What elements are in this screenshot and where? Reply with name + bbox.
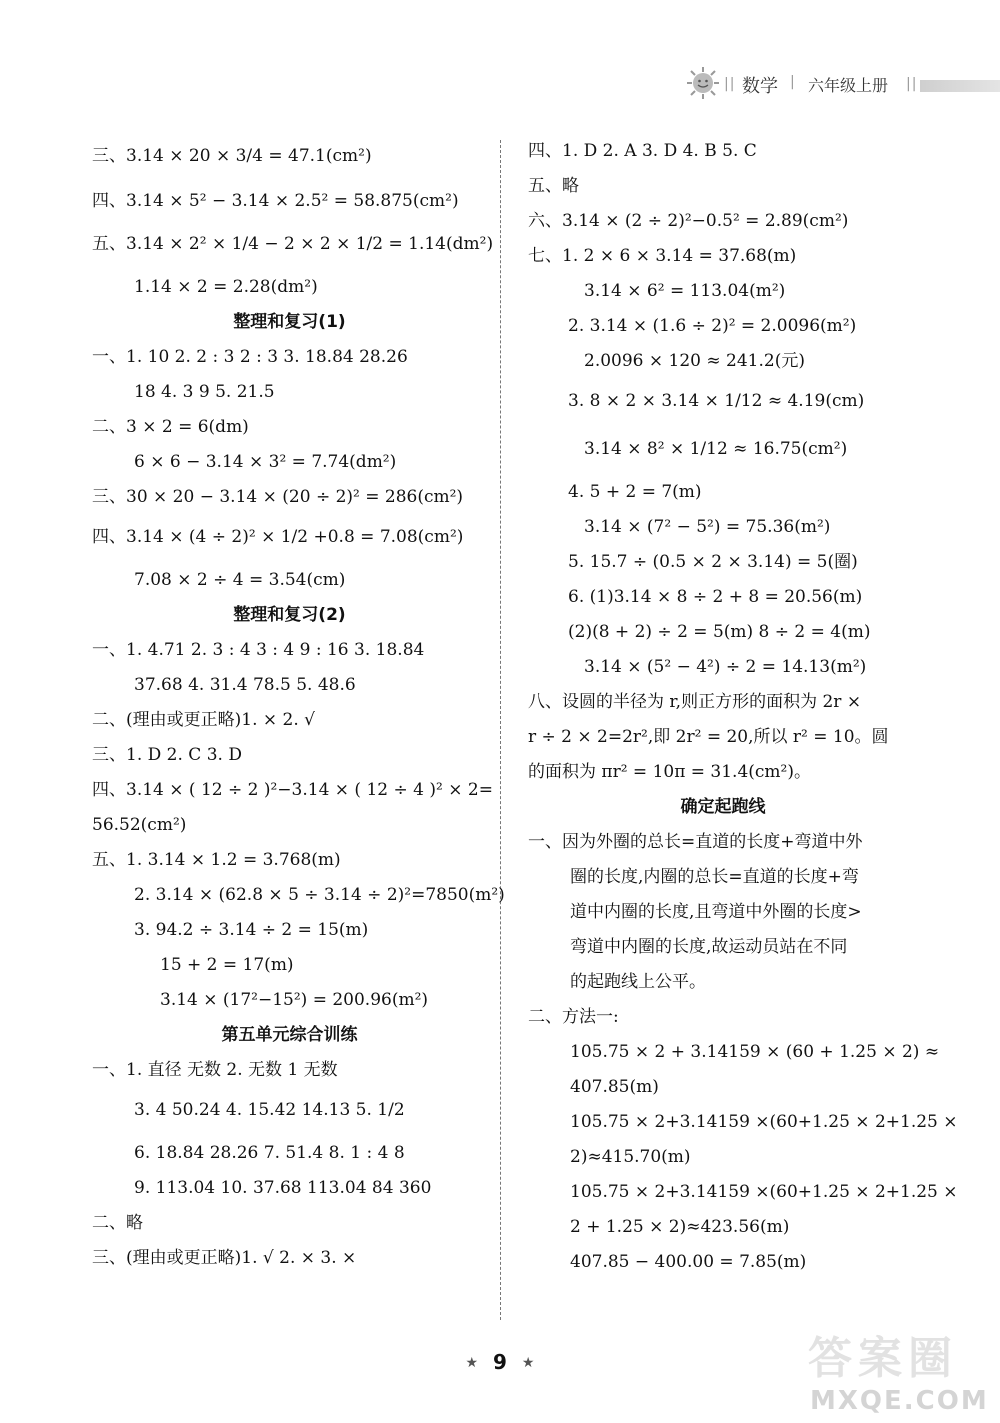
- page-number: 9: [493, 1350, 507, 1374]
- answer-line: 56.52(cm²): [92, 815, 187, 835]
- answer-line: 六、3.14 × (2 ÷ 2)²−0.5² = 2.89(cm²): [528, 211, 849, 231]
- answer-line: 3. 4 50.24 4. 15.42 14.13 5. 1/2: [134, 1100, 405, 1120]
- sun-logo-icon: [686, 66, 720, 100]
- header-subject: 数学: [742, 76, 778, 97]
- answer-line: (2)(8 + 2) ÷ 2 = 5(m) 8 ÷ 2 = 4(m): [568, 622, 871, 642]
- answer-line: 6. (1)3.14 × 8 ÷ 2 + 8 = 20.56(m): [568, 587, 863, 607]
- answer-line: 的面积为 πr² = 10π = 31.4(cm²)。: [528, 762, 811, 782]
- answer-line: 道中内圈的长度,且弯道中外圈的长度>: [570, 902, 862, 922]
- answer-line: 37.68 4. 31.4 78.5 5. 48.6: [134, 675, 356, 695]
- column-divider: [500, 140, 501, 1320]
- answer-line: 三、30 × 20 − 3.14 × (20 ÷ 2)² = 286(cm²): [92, 487, 464, 507]
- section-heading: 第五单元综合训练: [221, 1025, 358, 1045]
- answer-line: 9. 113.04 10. 37.68 113.04 84 360: [134, 1178, 432, 1198]
- answer-line: 七、1. 2 × 6 × 3.14 = 37.68(m): [528, 246, 797, 266]
- answer-line: 15 + 2 = 17(m): [160, 955, 294, 975]
- right-column: [528, 134, 958, 1280]
- page-header: [682, 60, 1000, 108]
- answer-line: 3.14 × (5² − 4²) ÷ 2 = 14.13(m²): [584, 657, 867, 677]
- answer-line: 四、1. D 2. A 3. D 4. B 5. C: [528, 141, 757, 161]
- answer-line: 407.85(m): [570, 1077, 659, 1097]
- answer-line: 三、1. D 2. C 3. D: [92, 745, 242, 765]
- answer-line: 2. 3.14 × (62.8 × 5 ÷ 3.14 ÷ 2)²=7850(m²): [134, 885, 505, 905]
- answer-line: 3.14 × 8² × 1/12 ≈ 16.75(cm²): [584, 439, 848, 459]
- answer-line: r ÷ 2 × 2=2r²,即 2r² = 20,所以 r² = 10。圆: [528, 727, 889, 747]
- answer-line: 407.85 − 400.00 = 7.85(m): [570, 1252, 807, 1272]
- answer-line: 二、3 × 2 = 6(dm): [92, 417, 249, 437]
- answer-line: 一、1. 直径 无数 2. 无数 1 无数: [92, 1060, 338, 1080]
- answer-line: 一、1. 10 2. 2 : 3 2 : 3 3. 18.84 28.26: [92, 347, 408, 367]
- answer-line: 八、设圆的半径为 r,则正方形的面积为 2r ×: [528, 692, 862, 712]
- section-heading: 整理和复习(1): [233, 312, 346, 332]
- answer-line: 一、因为外圈的总长=直道的长度+弯道中外: [528, 832, 863, 852]
- answer-line: 二、方法一:: [528, 1007, 619, 1027]
- answer-line: 1.14 × 2 = 2.28(dm²): [134, 277, 318, 297]
- answer-line: 6 × 6 − 3.14 × 3² = 7.74(dm²): [134, 452, 397, 472]
- section-heading: 整理和复习(2): [233, 605, 346, 625]
- answer-line: 105.75 × 2+3.14159 ×(60+1.25 × 2+1.25 ×: [570, 1182, 958, 1202]
- header-gray-strip: [920, 80, 1000, 92]
- answer-line: 四、3.14 × 5² − 3.14 × 2.5² = 58.875(cm²): [92, 191, 459, 211]
- answer-line: 2. 3.14 × (1.6 ÷ 2)² = 2.0096(m²): [568, 316, 857, 336]
- answer-line: 105.75 × 2+3.14159 ×(60+1.25 × 2+1.25 ×: [570, 1112, 958, 1132]
- answer-line: 2 + 1.25 × 2)≈423.56(m): [570, 1217, 790, 1237]
- answer-line: 3.14 × (7² − 5²) = 75.36(m²): [584, 517, 831, 537]
- star-icon: ★: [521, 1355, 535, 1371]
- left-column: [92, 134, 505, 1276]
- answer-line: 4. 5 + 2 = 7(m): [568, 482, 702, 502]
- header-bars-right: ||: [906, 76, 918, 92]
- answer-line: 7.08 × 2 ÷ 4 = 3.54(cm): [134, 570, 346, 590]
- answer-line: 五、1. 3.14 × 1.2 = 3.768(m): [92, 850, 341, 870]
- answer-line: 3.14 × 6² = 113.04(m²): [584, 281, 786, 301]
- star-icon: ★: [465, 1355, 479, 1371]
- answer-line: 的起跑线上公平。: [570, 972, 706, 992]
- header-grade: 六年级上册: [808, 76, 889, 95]
- answer-line: 二、(理由或更正略)1. × 2. √: [92, 710, 315, 730]
- header-bars-left: ||: [724, 76, 736, 92]
- answer-line: 五、3.14 × 2² × 1/4 − 2 × 2 × 1/2 = 1.14(dm²): [92, 234, 494, 254]
- answer-line: 二、略: [92, 1213, 143, 1233]
- header-separator: |: [790, 74, 796, 90]
- watermark-url: MXQE.COM: [810, 1386, 989, 1416]
- answer-line: 五、略: [528, 176, 579, 196]
- answer-line: 弯道中内圈的长度,故运动员站在不同: [570, 937, 848, 957]
- answer-line: 四、3.14 × (4 ÷ 2)² × 1/2 +0.8 = 7.08(cm²): [92, 527, 464, 547]
- answer-line: 三、3.14 × 20 × 3/4 = 47.1(cm²): [92, 146, 372, 166]
- watermark-logo-text: 答案圈: [808, 1333, 958, 1384]
- answer-line: 105.75 × 2 + 3.14159 × (60 + 1.25 × 2) ≈: [570, 1042, 940, 1062]
- answer-line: 3.14 × (17²−15²) = 200.96(m²): [160, 990, 429, 1010]
- answer-line: 三、(理由或更正略)1. √ 2. × 3. ×: [92, 1248, 357, 1268]
- answer-line: 一、1. 4.71 2. 3 : 4 3 : 4 9 : 16 3. 18.84: [92, 640, 425, 660]
- answer-line: 2.0096 × 120 ≈ 241.2(元): [584, 351, 805, 371]
- answer-line: 四、3.14 × ( 12 ÷ 2 )²−3.14 × ( 12 ÷ 4 )² × 2=: [92, 780, 493, 800]
- answer-line: 圈的长度,内圈的总长=直道的长度+弯: [570, 867, 859, 887]
- answer-line: 6. 18.84 28.26 7. 51.4 8. 1 : 4 8: [134, 1143, 405, 1163]
- answer-line: 3. 8 × 2 × 3.14 × 1/12 ≈ 4.19(cm): [568, 391, 865, 411]
- answer-line: 18 4. 3 9 5. 21.5: [134, 382, 275, 402]
- answer-line: 5. 15.7 ÷ (0.5 × 2 × 3.14) = 5(圈): [568, 552, 858, 572]
- answer-line: 3. 94.2 ÷ 3.14 ÷ 2 = 15(m): [134, 920, 369, 940]
- section-heading: 确定起跑线: [680, 797, 766, 817]
- answer-line: 2)≈415.70(m): [570, 1147, 691, 1167]
